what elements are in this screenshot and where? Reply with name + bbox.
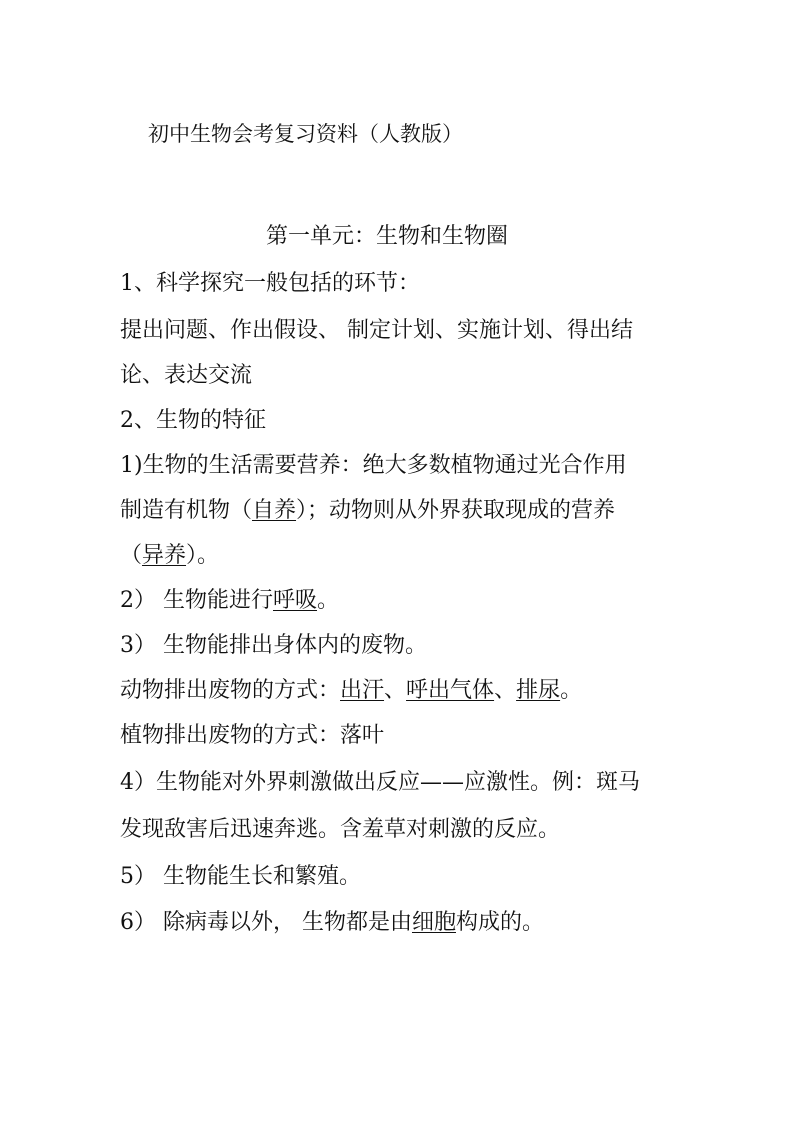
text-segment: 论、表达交流 bbox=[120, 363, 253, 388]
body-line bbox=[120, 631, 427, 661]
text-segment: 动物排出废物的方式： bbox=[120, 678, 341, 703]
body-line bbox=[120, 586, 339, 616]
text-segment: 2） 生物能进行 bbox=[120, 588, 273, 613]
text-segment: 植物排出废物的方式：落叶 bbox=[120, 723, 385, 748]
body-line bbox=[120, 815, 560, 845]
text-segment: 制造有机物（ bbox=[120, 498, 253, 523]
text-segment: 6） 除病毒以外， 生物都是由 bbox=[120, 910, 412, 935]
text-segment: 提出问题、作出假设、 制定计划、实施计划、得出结 bbox=[120, 318, 633, 343]
document-title: 初中生物会考复习资料（人教版） bbox=[148, 122, 463, 146]
underlined-term: 呼出气体 bbox=[406, 678, 495, 703]
underlined-term: 自养 bbox=[252, 498, 297, 523]
text-segment: 构成的。 bbox=[456, 910, 545, 935]
body-line bbox=[120, 451, 627, 481]
text-segment: ）；动物则从外界获取现成的营养 bbox=[296, 498, 616, 523]
body-line bbox=[120, 269, 420, 299]
body-line bbox=[120, 406, 266, 436]
body-line bbox=[120, 496, 615, 526]
body-line bbox=[120, 721, 384, 751]
text-segment: 、 bbox=[494, 678, 517, 703]
text-segment: 发现敌害后迅速奔逃。含羞草对刺激的反应。 bbox=[120, 817, 561, 842]
body-line bbox=[120, 862, 361, 892]
underlined-term: 排尿 bbox=[516, 678, 561, 703]
unit-heading: 第一单元：生物和生物圈 bbox=[266, 224, 509, 249]
underlined-term: 出汗 bbox=[340, 678, 385, 703]
text-segment: 。 bbox=[317, 588, 340, 613]
text-segment: 2、生物的特征 bbox=[120, 408, 266, 433]
body-line bbox=[120, 361, 252, 391]
underlined-term: 异养 bbox=[142, 543, 187, 568]
text-segment: 。 bbox=[560, 678, 583, 703]
text-segment: 、 bbox=[384, 678, 407, 703]
body-line bbox=[120, 541, 219, 571]
body-line bbox=[120, 316, 633, 346]
text-segment: 3） 生物能排出身体内的废物。 bbox=[120, 633, 427, 658]
body-line bbox=[120, 768, 640, 798]
text-segment: ）。 bbox=[186, 543, 220, 568]
text-segment: 5） 生物能生长和繁殖。 bbox=[120, 864, 361, 889]
text-segment: （ bbox=[120, 543, 143, 568]
text-segment: 4）生物能对外界刺激做出反应——应激性。例：斑马 bbox=[120, 770, 640, 795]
underlined-term: 呼吸 bbox=[273, 588, 318, 613]
body-line bbox=[120, 676, 582, 706]
underlined-term: 细胞 bbox=[411, 910, 456, 935]
body-line bbox=[120, 908, 544, 938]
text-segment: 1、科学探究一般包括的环节： bbox=[120, 271, 420, 296]
text-segment: 1)生物的生活需要营养：绝大多数植物通过光合作用 bbox=[120, 453, 627, 478]
